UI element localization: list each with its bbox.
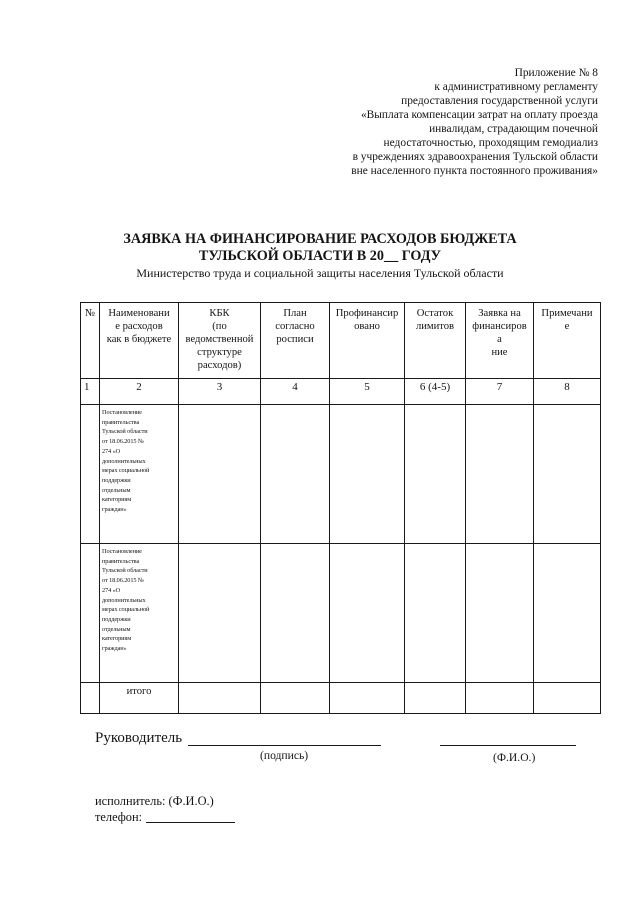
name-line (440, 745, 576, 746)
phone-line (146, 822, 235, 823)
appendix-line: в учреждениях здравоохранения Тульской области (352, 151, 598, 163)
cell-expense-name: Постановление правительства Тульской области от 18.06.2015 № 274 «О дополнительных мерах социальной поддержки отдельным категориям граждан» (100, 544, 179, 683)
table-row (81, 544, 601, 683)
header-remaining-limit: Остаток лимитов (405, 303, 466, 379)
name-caption: (Ф.И.О.) (493, 751, 536, 764)
column-number: 1 (81, 379, 100, 405)
cell-number (81, 405, 100, 544)
cell-kbk (179, 544, 261, 683)
cell-plan (261, 683, 330, 714)
cell-financed (330, 683, 405, 714)
executor-label: исполнитель: (Ф.И.О.) (95, 794, 214, 808)
cell-plan (261, 544, 330, 683)
column-number: 4 (261, 379, 330, 405)
column-number-row (81, 379, 601, 405)
appendix-line: вне населенного пункта постоянного проживания» (351, 165, 598, 177)
header-kbk: КБК (по ведомственной структуре расходов) (179, 303, 261, 379)
cell-financed (330, 405, 405, 544)
signature-caption: (подпись) (260, 749, 309, 762)
appendix-line: инвалидам, страдающим почечной (429, 123, 598, 135)
document-title: ЗАЯВКА НА ФИНАНСИРОВАНИЕ РАСХОДОВ БЮДЖЕТА (123, 231, 517, 247)
funding-table (80, 302, 601, 714)
cell-note (534, 683, 601, 714)
cell-kbk (179, 683, 261, 714)
header-expense-name: Наименовани е расходов как в бюджете (100, 303, 179, 379)
appendix-line: Приложение № 8 (514, 67, 598, 79)
cell-remaining (405, 544, 466, 683)
column-number: 8 (534, 379, 601, 405)
cell-remaining (405, 405, 466, 544)
signature-line (188, 745, 381, 746)
cell-remaining (405, 683, 466, 714)
cell-request (466, 683, 534, 714)
signatory-role: Руководитель (95, 730, 183, 746)
appendix-line: «Выплата компенсации затрат на оплату проезда (360, 109, 598, 121)
column-number: 5 (330, 379, 405, 405)
cell-note (534, 544, 601, 683)
cell-financed (330, 544, 405, 683)
total-label: итого (100, 683, 179, 714)
header-funding-request: Заявка на финансиров а ние (466, 303, 534, 379)
cell-number (81, 683, 100, 714)
table-header-row (81, 303, 601, 379)
ministry-subtitle: Министерство труда и социальной защиты населения Тульской области (136, 266, 504, 280)
document-title-line2: ТУЛЬСКОЙ ОБЛАСТИ В 20__ ГОДУ (198, 248, 442, 264)
cell-request (466, 405, 534, 544)
cell-note (534, 405, 601, 544)
column-number: 3 (179, 379, 261, 405)
header-financed: Профинансир овано (330, 303, 405, 379)
header-number: № (81, 303, 100, 379)
appendix-line: недостаточностью, проходящим гемодиализ (383, 137, 598, 149)
phone-label: телефон: (95, 810, 143, 824)
cell-number (81, 544, 100, 683)
table-row (81, 405, 601, 544)
cell-plan (261, 405, 330, 544)
column-number: 2 (100, 379, 179, 405)
cell-request (466, 544, 534, 683)
cell-expense-name: Постановление правительства Тульской области от 18.06.2015 № 274 «О дополнительных мерах социальной поддержки отдельным категориям граждан» (100, 405, 179, 544)
cell-kbk (179, 405, 261, 544)
header-note: Примечани е (534, 303, 601, 379)
appendix-block (351, 66, 598, 178)
column-number: 7 (466, 379, 534, 405)
appendix-line: предоставления государственной услуги (401, 95, 598, 107)
column-number: 6 (4-5) (405, 379, 466, 405)
total-row (81, 683, 601, 714)
header-plan: План согласно росписи (261, 303, 330, 379)
appendix-line: к административному регламенту (434, 81, 598, 93)
